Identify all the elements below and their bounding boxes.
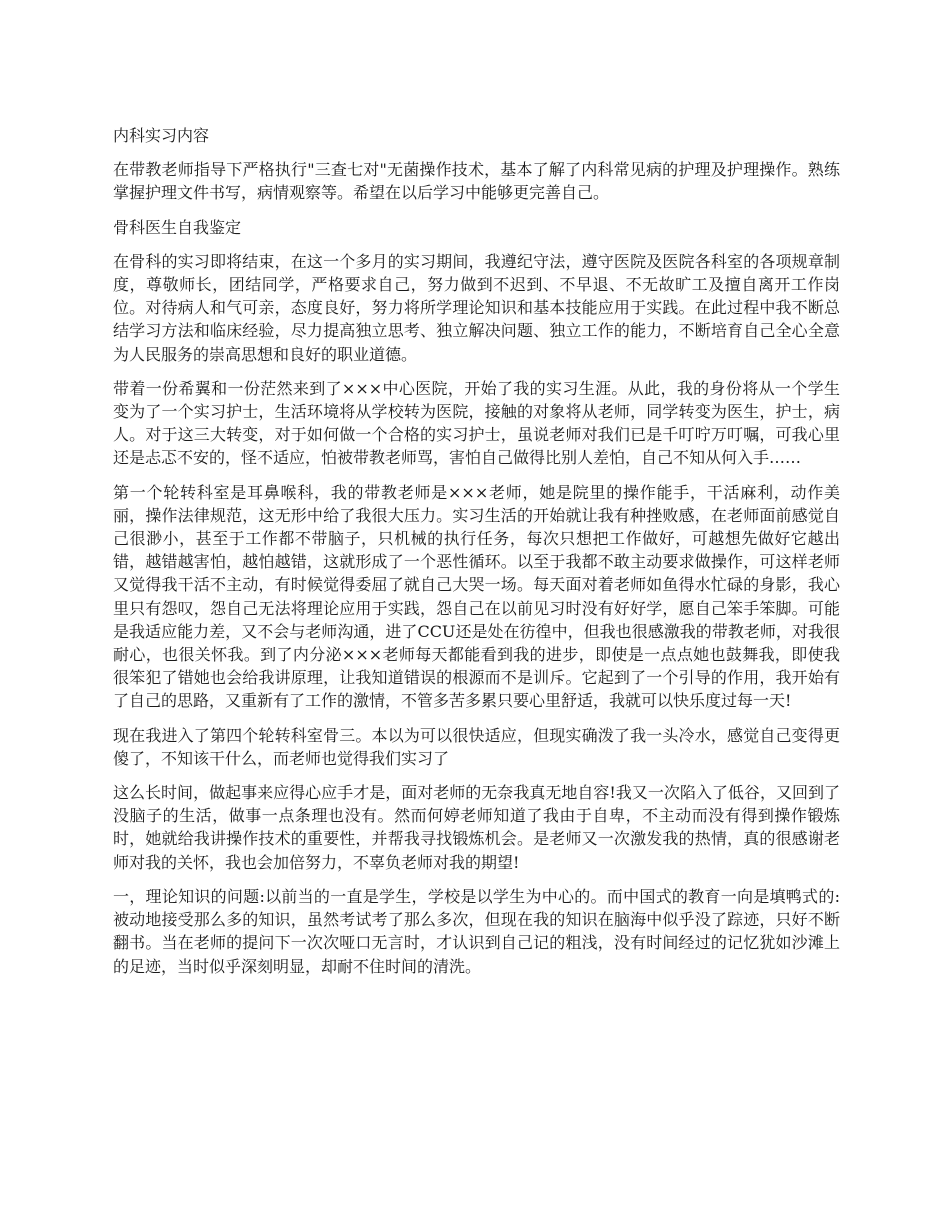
section-title-orthopedics: 骨科医生自我鉴定 xyxy=(113,217,242,237)
document-page xyxy=(113,124,840,989)
paragraph-fourth-rotation: 现在我进入了第四个轮转科室骨三。本以为可以很快适应，但现实确泼了我一头冷水，感觉自己变得更傻了，不知该干什么，而老师也觉得我们实习了 xyxy=(113,725,840,768)
paragraph-first-rotation: 第一个轮转科室是耳鼻喉科，我的带教老师是×××老师，她是院里的操作能手，干活麻利，动作美丽，操作法律规范，这无形中给了我很大压力。实习生活的开始就让我有种挫败感，在老师面前感觉自己很渺小，甚至于工作都不带脑子，只机械的执行任务，每次只想把工作做好，可越想先做好它越出错，越错越害怕，越怕越错，这就形成了一个恶性循环。以至于我都不敢主动要求做操作，可这样老师又觉得我干活不主动，有时候觉得委屈了就自己大哭一场。每天面对着老师如鱼得水忙碌的身影，我心里只有怨叹，怨自己无法将理论应用于实践，怨自己在以前见习时没有好好学，愿自己笨手笨脚。可能是我适应能力差，又不会与老师沟通，进了CCU还是处在彷徨中，但我也很感激我的带教老师，对我很耐心，也很关怀我。到了内分泌×××老师每天都能看到我的进步，即使是一点点她也鼓舞我，即使我很笨犯了错她也会给我讲原理，让我知道错误的根源而不是训斥。它起到了一个引导的作用，我开始有了自己的思路，又重新有了工作的激情，不管多苦多累只要心里舒适，我就可以快乐度过每一天! xyxy=(113,482,840,711)
paragraph-encouragement: 这么长时间，做起事来应得心应手才是，面对老师的无奈我真无地自容!我又一次陷入了低谷，又回到了没脑子的生活，做事一点条理也没有。然而何婷老师知道了我由于自卑，不主动而没有得到操作锻炼时，她就给我讲操作技术的重要性，并帮我寻找锻炼机会。是老师又一次激发我的热情，真的很感谢老师对我的关怀，我也会加倍努力，不辜负老师对我的期望! xyxy=(113,783,840,872)
section-title-internal-medicine: 内科实习内容 xyxy=(113,126,210,145)
paragraph-theory-knowledge: 一，理论知识的问题:以前当的一直是学生，学校是以学生为中心的。而中国式的教育一向是填鸭式的:被动地接受那么多的知识，虽然考试考了那么多次，但现在我的知识在脑海中似乎没了踪迹，只好不断翻书。当在老师的提问下一次次哑口无言时，才认识到自己记的粗浅，没有时间经过的记忆犹如沙滩上的足迹，当时似乎深刻明显，却耐不住时间的清洗。 xyxy=(113,886,840,976)
paragraph-arrival: 带着一份希翼和一份茫然来到了×××中心医院，开始了我的实习生涯。从此，我的身份将从一个学生变为了一个实习护士，生活环境将从学校转为医院，接触的对象将从老师，同学转变为医生，护士，病人。对于这三大转变，对于如何做一个合格的实习护士，虽说老师对我们已是千叮咛万叮嘱，可我心里还是忐忑不安的，怪不适应，怕被带教老师骂，害怕自己做得比别人差怕，自己不知从何入手…… xyxy=(113,378,840,468)
paragraph-orthopedics-summary: 在骨科的实习即将结束，在这一个多月的实习期间，我遵纪守法，遵守医院及医院各科室的各项规章制度，尊敬师长，团结同学，严格要求自己，努力做到不迟到、不早退、不无故旷工及擅自离开工作岗位。对待病人和气可亲，态度良好，努力将所学理论知识和基本技能应用于实践。在此过程中我不断总结学习方法和临床经验，尽力提高独立思考、独立解决问题、独立工作的能力，不断培育自己全心全意为人民服务的崇高思想和良好的职业道德。 xyxy=(113,251,840,364)
paragraph-internal-medicine: 在带教老师指导下严格执行"三查七对"无菌操作技术，基本了解了内科常见病的护理及护理操作。熟练掌握护理文件书写，病情观察等。希望在以后学习中能够更完善自己。 xyxy=(113,160,840,203)
